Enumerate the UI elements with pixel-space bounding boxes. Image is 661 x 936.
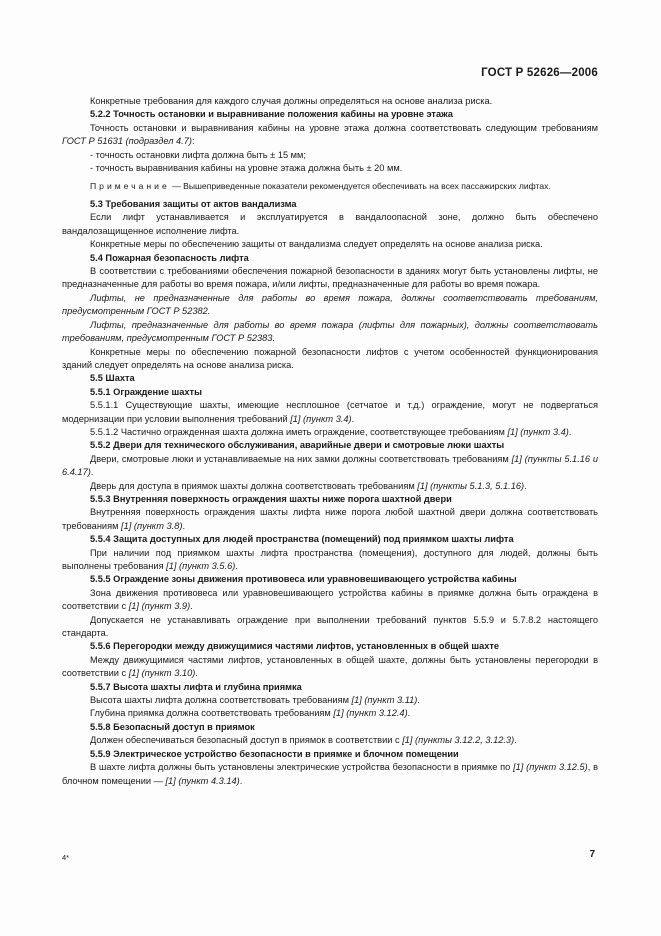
section-heading-5-5-4: 5.5.4 Защита доступных для людей пространства (помещений) под приямком шахты лифта [90,534,514,545]
paragraph: Лифты, не предназначенные для работы во время пожара, должны соответствовать требованиям, предусмотренным ГОСТ Р 52382. [62,292,598,317]
section-heading-5-5: 5.5 Шахта [90,373,135,384]
paragraph: Допускается не устанавливать ограждение при выполнении требований пунктов 5.5.9 и 5.7.8.2 настоящего стандарта. [62,614,598,639]
paragraph: Конкретные меры по обеспечению защиты от вандализма следует определять на основе анализа риска. [90,239,543,250]
paragraph: 5.5.1.2 Частично огражденная шахта должна иметь ограждение, соответствующее требованиям [1] (пункт 3.4). [90,426,572,437]
note: Примечание — Вышеприведенные показатели рекомендуется обеспечивать на всех пассажирских лифтах. [90,181,551,192]
paragraph: Зона движения противовеса или уравновешивающего устройства кабины в приямке должна быть ограждена в соответствии с [1] (пункт 3.9). [62,587,598,612]
paragraph: Внутренняя поверхность ограждения шахты лифта ниже порога любой шахтной двери должна соответствовать требованиям [1] (пункт 3.8). [62,507,598,531]
paragraph: Между движущимися частями лифтов, установленных в общей шахте, должны быть установлены перегородки в соответствии с [1] (пункт 3.10). [62,654,598,679]
section-heading-5-5-2: 5.5.2 Двери для технического обслуживания, аварийные двери и смотровые люки шахты [90,440,505,451]
section-heading-5-5-1: 5.5.1 Ограждение шахты [90,386,202,397]
section-heading-5-5-3: 5.5.3 Внутренняя поверхность ограждения шахты ниже порога шахтной двери [90,493,452,504]
section-heading-5-4: 5.4 Пожарная безопасность лифта [90,252,249,263]
section-heading-5-5-5: 5.5.5 Ограждение зоны движения противовеса или уравновешивающего устройства кабины [90,574,517,585]
paragraph: В шахте лифта должны быть установлены электрические устройства безопасности в приямке по [1] (пункт 3.12.5), в блочном помещении — [1] (пункт 4.3.14). [62,762,598,786]
document-code: ГОСТ Р 52626—2006 [481,67,598,79]
page-number: 7 [589,849,595,860]
paragraph: При наличии под приямком шахты лифта пространства (помещения), доступного для людей, должны быть выполнены требования [1] (пункт 3.5.6). [62,547,598,571]
paragraph: Двери, смотровые люки и устанавливаемые на них замки должны соответствовать требованиям [1] (пункты 5.1.16 и 6.4.17). [62,453,598,478]
document-body [62,95,598,788]
list-item: - точность остановки лифта должна быть ± 15 мм; [90,149,306,160]
paragraph: Глубина приямка должна соответствовать требованиям [1] (пункт 3.12.4). [90,708,411,719]
sheet-mark: 4* [62,853,70,862]
section-heading-5-3: 5.3 Требования защиты от актов вандализма [90,199,297,210]
paragraph: Лифты, предназначенные для работы во время пожара (лифты для пожарных), должны соответствовать требованиям, предусмотренным ГОСТ Р 52383. [62,319,598,344]
paragraph: Высота шахты лифта должна соответствовать требованиям [1] (пункт 3.11). [90,695,420,706]
paragraph: Если лифт устанавливается и эксплуатируется в вандалоопасной зоне, должно быть обеспечено вандалозащищенное исполнение лифта. [62,212,598,236]
paragraph: Конкретные требования для каждого случая должны определяться на основе анализа риска. [90,96,493,106]
section-heading-5-5-6: 5.5.6 Перегородки между движущимися частями лифтов, установленных в общей шахте [90,641,500,652]
paragraph: 5.5.1.1 Существующие шахты, имеющие несплошное (сетчатое и т.д.) ограждение, могут не подвергаться модернизации при условии выполнения требований [1] (пункт 3.4). [62,400,598,424]
section-heading-5-5-9: 5.5.9 Электрическое устройство безопасности в приямке и блочном помещении [90,748,459,759]
section-heading-5-5-8: 5.5.8 Безопасный доступ в приямок [90,721,255,732]
section-heading-5-2-2: 5.2.2 Точность остановки и выравнивание положения кабины на уровне этажа [90,109,453,120]
section-heading-5-5-7: 5.5.7 Высота шахты лифта и глубина приямка [90,681,302,692]
paragraph: В соответствии с требованиями обеспечения пожарной безопасности в зданиях могут быть установлены лифты, не предназначенные для работы во время пожара, и/или лифты, предназначенные для работы во время пожара. [62,266,598,290]
list-item: - точность выравнивания кабины на уровне этажа должна быть ± 20 мм. [90,163,403,174]
paragraph: Конкретные меры по обеспечению пожарной безопасности лифтов с учетом особенностей функционирования зданий следует определять на основе анализа риска. [62,346,598,370]
paragraph: Точность остановки и выравнивания кабины на уровне этажа должна соответствовать следующим требованиям ГОСТ Р 51631 (подраздел 4.7): [62,122,598,147]
paragraph: Дверь для доступа в приямок шахты должна соответствовать требованиям [1] (пункты 5.1.3, 5.1.16). [90,480,527,491]
paragraph: Должен обеспечиваться безопасный доступ в приямок в соответствии с [1] (пункты 3.12.2, 3.12.3). [90,735,517,746]
